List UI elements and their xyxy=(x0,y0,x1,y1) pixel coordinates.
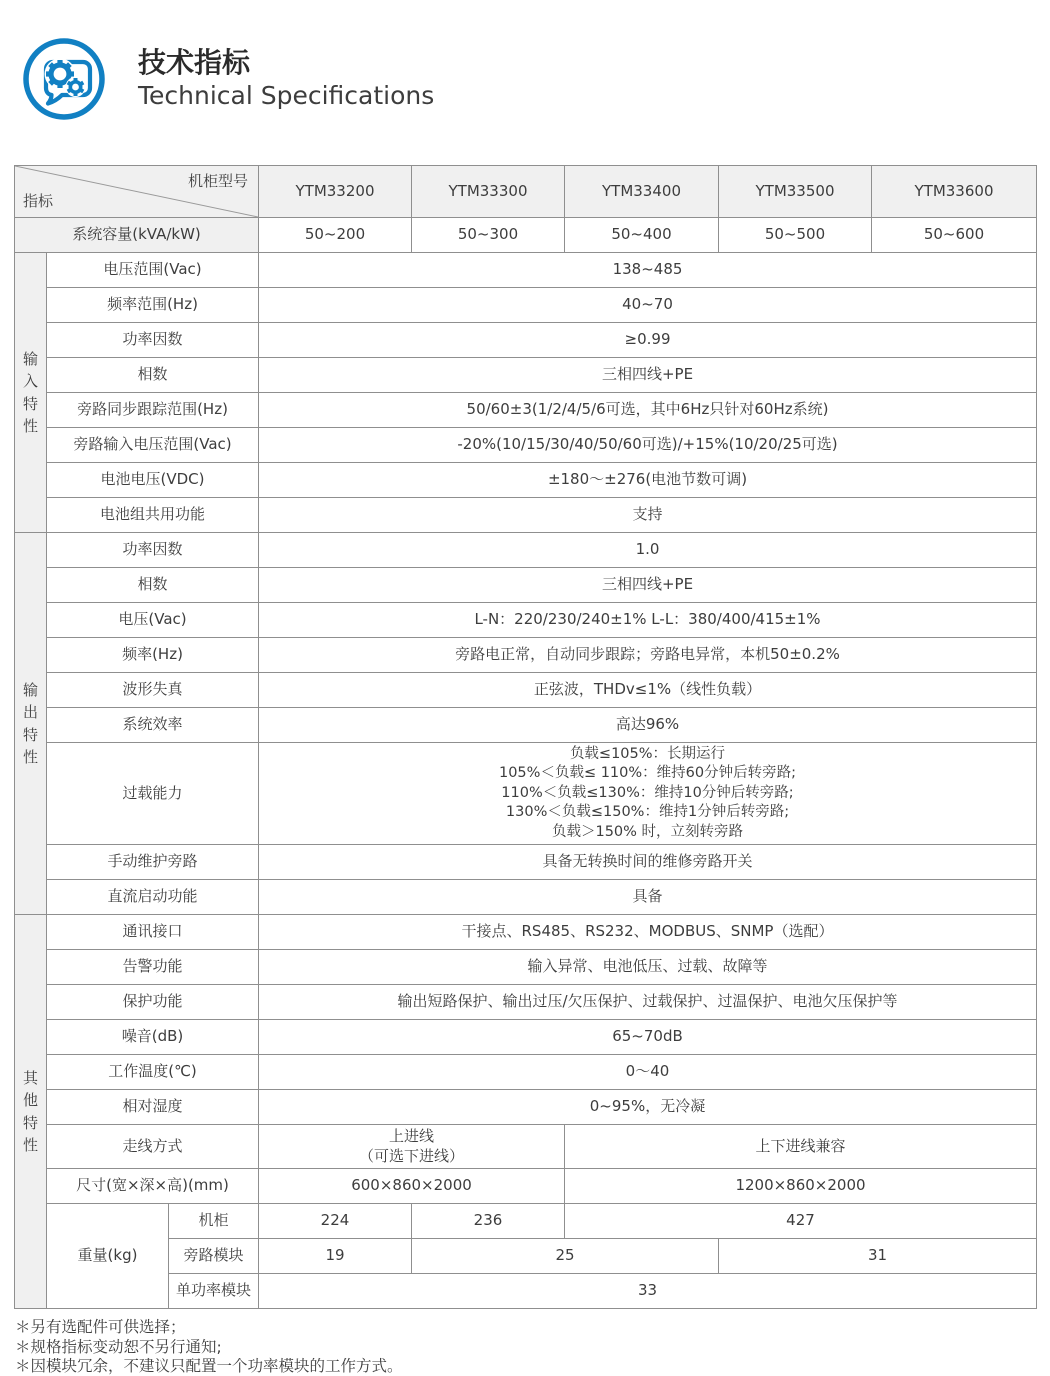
overload-line: 110%＜负载≤130%：维持10分钟后转旁路; xyxy=(501,784,794,801)
spec-row xyxy=(15,393,1037,428)
row-label: 功率因数 xyxy=(47,323,259,358)
spec-value: 138~485 xyxy=(259,253,1037,288)
row-label: 电池组共用功能 xyxy=(47,498,259,533)
corner-label-model: 机柜型号 xyxy=(187,172,248,190)
corner-label-indicator: 指标 xyxy=(23,191,54,210)
row-label: 电池电压(VDC) xyxy=(47,463,259,498)
spec-row xyxy=(15,498,1037,533)
row-label: 工作温度(℃) xyxy=(47,1055,259,1090)
spec-value: 50~200 xyxy=(259,218,412,253)
dimension-row xyxy=(15,1169,1037,1204)
row-label: 频率范围(Hz) xyxy=(47,288,259,323)
spec-row xyxy=(15,638,1037,673)
row-label: 保护功能 xyxy=(47,985,259,1020)
spec-value: 具备无转换时间的维修旁路开关 xyxy=(259,845,1037,880)
spec-value: 具备 xyxy=(259,880,1037,915)
row-label: 系统容量(kVA/kW) xyxy=(15,218,259,253)
section-label-output: 输出特性 xyxy=(15,533,47,915)
spec-value: 高达96% xyxy=(259,708,1037,743)
row-label: 功率因数 xyxy=(47,533,259,568)
spec-value: ±180～±276(电池节数可调) xyxy=(259,463,1037,498)
weight-bypass-row xyxy=(15,1239,1037,1274)
spec-row xyxy=(15,533,1037,568)
overload-row xyxy=(15,743,1037,845)
spec-value: 输出短路保护、输出过压/欠压保护、过载保护、过温保护、电池欠压保护等 xyxy=(259,985,1037,1020)
section-label-other: 其他特性 xyxy=(15,915,47,1309)
page-header xyxy=(0,0,1050,122)
row-label: 波形失真 xyxy=(47,673,259,708)
spec-value: 50~500 xyxy=(719,218,872,253)
row-label: 直流启动功能 xyxy=(47,880,259,915)
spec-value: 65~70dB xyxy=(259,1020,1037,1055)
spec-row xyxy=(15,1090,1037,1125)
spec-value: 正弦波，THDv≤1%（线性负载） xyxy=(259,673,1037,708)
cable-entry-line: 上进线 xyxy=(388,1127,434,1146)
gear-message-icon xyxy=(22,37,106,121)
spec-value: 三相四线+PE xyxy=(259,568,1037,603)
spec-value: 0～40 xyxy=(259,1055,1037,1090)
row-label: 系统效率 xyxy=(47,708,259,743)
model-header: YTM33200 xyxy=(259,166,412,218)
spec-value: 50~600 xyxy=(872,218,1037,253)
table-header-row xyxy=(15,166,1037,218)
overload-line: 105%＜负载≤ 110%：维持60分钟后转旁路; xyxy=(498,765,796,782)
spec-row xyxy=(15,358,1037,393)
corner-cell xyxy=(15,166,259,218)
spec-value: 50/60±3(1/2/4/5/6可选，其中6Hz只针对60Hz系统) xyxy=(259,393,1037,428)
spec-value: 1.0 xyxy=(259,533,1037,568)
spec-value: ≥0.99 xyxy=(259,323,1037,358)
spec-row xyxy=(15,845,1037,880)
capacity-row xyxy=(15,218,1037,253)
model-header: YTM33300 xyxy=(412,166,565,218)
row-label: 频率(Hz) xyxy=(47,638,259,673)
page-title: 技术指标 xyxy=(138,46,251,80)
spec-row xyxy=(15,603,1037,638)
spec-value: 三相四线+PE xyxy=(259,358,1037,393)
spec-row xyxy=(15,1020,1037,1055)
spec-value: 236 xyxy=(412,1204,565,1239)
row-label: 相对湿度 xyxy=(47,1090,259,1125)
spec-value: 0~95%，无冷凝 xyxy=(259,1090,1037,1125)
spec-row xyxy=(15,673,1037,708)
spec-value: 支持 xyxy=(259,498,1037,533)
spec-row xyxy=(15,428,1037,463)
overload-line: 负载＞150% 时，立刻转旁路 xyxy=(551,823,744,840)
row-label: 电压(Vac) xyxy=(47,603,259,638)
overload-line: 130%＜负载≤150%：维持1分钟后转旁路; xyxy=(505,804,790,821)
spec-value: 25 xyxy=(412,1239,719,1274)
row-label: 手动维护旁路 xyxy=(47,845,259,880)
spec-value: 1200×860×2000 xyxy=(565,1169,1037,1204)
cable-entry-row xyxy=(15,1125,1037,1169)
spec-table xyxy=(14,165,1037,1309)
weight-cabinet-row xyxy=(15,1204,1037,1239)
spec-value: 31 xyxy=(719,1239,1037,1274)
spec-row xyxy=(15,915,1037,950)
row-label: 机柜 xyxy=(169,1204,259,1239)
row-label: 旁路输入电压范围(Vac) xyxy=(47,428,259,463)
footnote: ＊另有选配件可供选择； xyxy=(15,1318,186,1337)
row-label: 电压范围(Vac) xyxy=(47,253,259,288)
spec-row xyxy=(15,950,1037,985)
row-label: 告警功能 xyxy=(47,950,259,985)
spec-value: 19 xyxy=(259,1239,412,1274)
row-label: 旁路模块 xyxy=(169,1239,259,1274)
row-label: 相数 xyxy=(47,568,259,603)
spec-row xyxy=(15,880,1037,915)
spec-value: -20%(10/15/30/40/50/60可选)/+15%(10/20/25可选) xyxy=(259,428,1037,463)
section-label-input: 输入特性 xyxy=(15,253,47,533)
row-label: 单功率模块 xyxy=(169,1274,259,1309)
spec-value: 输入异常、电池低压、过载、故障等 xyxy=(259,950,1037,985)
row-label: 相数 xyxy=(47,358,259,393)
row-label: 通讯接口 xyxy=(47,915,259,950)
spec-value: 上下进线兼容 xyxy=(565,1125,1037,1169)
spec-value: 33 xyxy=(259,1274,1037,1309)
spec-value xyxy=(259,1125,565,1169)
model-header: YTM33600 xyxy=(872,166,1037,218)
spec-row xyxy=(15,288,1037,323)
page-subtitle: Technical Specifications xyxy=(138,81,435,111)
footnote: ＊因模块冗余，不建议只配置一个功率模块的工作方式。 xyxy=(15,1357,403,1376)
row-label: 噪音(dB) xyxy=(47,1020,259,1055)
spec-value: 427 xyxy=(565,1204,1037,1239)
spec-row xyxy=(15,985,1037,1020)
row-label: 走线方式 xyxy=(47,1125,259,1169)
cable-entry-line: （可选下进线） xyxy=(358,1146,464,1165)
spec-row xyxy=(15,1055,1037,1090)
footnote: ＊规格指标变动恕不另行通知; xyxy=(15,1337,222,1356)
weight-power-row xyxy=(15,1274,1037,1309)
spec-row xyxy=(15,323,1037,358)
spec-value: 旁路电正常，自动同步跟踪；旁路电异常，本机50±0.2% xyxy=(259,638,1037,673)
spec-row xyxy=(15,253,1037,288)
model-header: YTM33500 xyxy=(719,166,872,218)
spec-row xyxy=(15,568,1037,603)
overload-line: 负载≤105%：长期运行 xyxy=(569,746,726,762)
spec-row xyxy=(15,708,1037,743)
spec-value: 40~70 xyxy=(259,288,1037,323)
spec-value: 50~300 xyxy=(412,218,565,253)
spec-row xyxy=(15,463,1037,498)
model-header: YTM33400 xyxy=(565,166,719,218)
spec-value: 600×860×2000 xyxy=(259,1169,565,1204)
spec-value: 50~400 xyxy=(565,218,719,253)
row-label: 过载能力 xyxy=(47,743,259,845)
row-label: 尺寸(宽×深×高)(mm) xyxy=(47,1169,259,1204)
spec-value: L-N：220/230/240±1% L-L：380/400/415±1% xyxy=(259,603,1037,638)
spec-value xyxy=(259,743,1037,845)
spec-value: 干接点、RS485、RS232、MODBUS、SNMP（选配） xyxy=(259,915,1037,950)
footnotes xyxy=(15,1318,1050,1376)
row-label: 旁路同步跟踪范围(Hz) xyxy=(47,393,259,428)
spec-value: 224 xyxy=(259,1204,412,1239)
weight-label: 重量(kg) xyxy=(47,1204,169,1309)
